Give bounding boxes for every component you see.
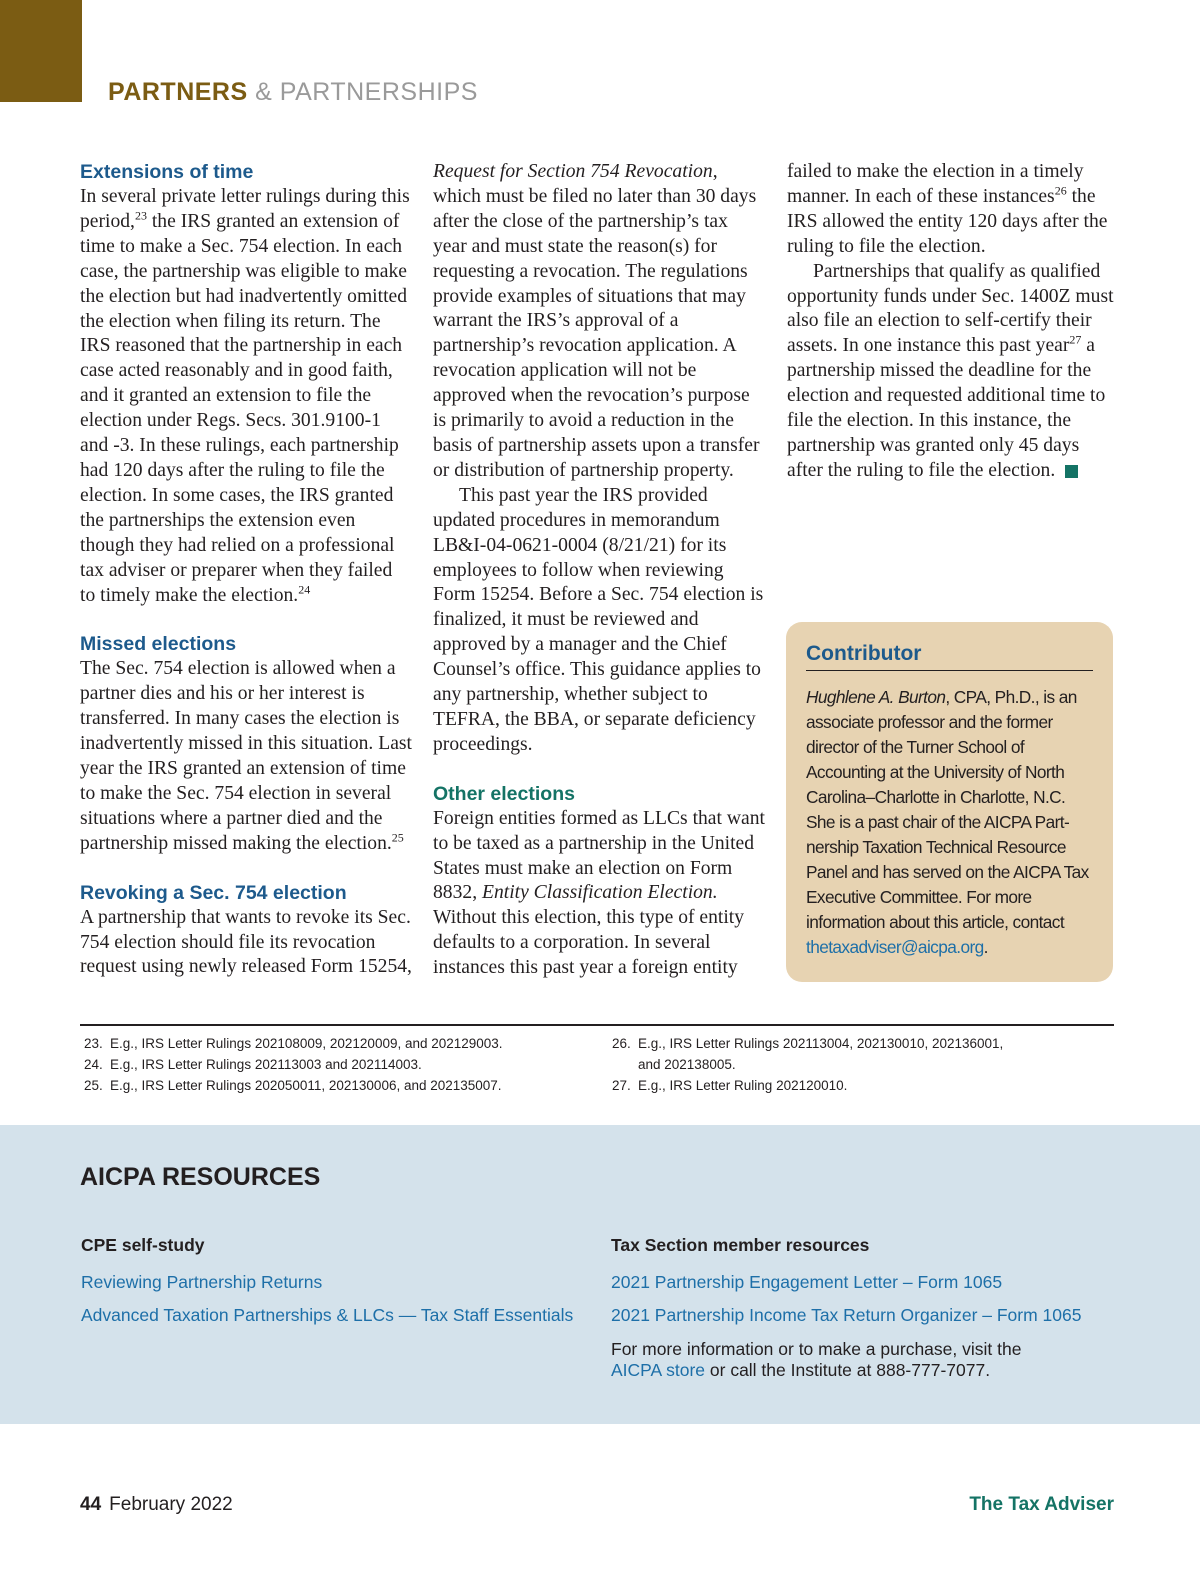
footnote-text: E.g., IRS Letter Rulings 202050011, 202130006, and 202135007. [110,1078,502,1093]
publication-name: The Tax Adviser [969,1494,1114,1515]
contributor-box [786,622,1113,982]
footnote-26-continued: and 202138005. [638,1057,736,1072]
text-run: the IRS granted an extension of time to make a Sec. 754 election. In each case, the partnership was eligible to make the election but had inadvertently omitted the election when filing its return. The IRS reasoned that the partnership in each case acted reasonably and in good faith, and it granted an extension to file the election under Regs. Secs. 301.9100-1 and -3. In these rulings, each partnership had 120 days after the ruling to file the election. In some cases, the IRS granted the partnerships the extension even though they had relied on a professional tax adviser or preparer when they failed to timely make the election. [80,210,408,606]
footnote-number: 24. [84,1057,103,1072]
issue-date: February 2022 [109,1494,233,1515]
heading-extensions-of-time: Extensions of time [80,161,254,183]
page-footer-left [80,1494,233,1516]
tax-section-heading: Tax Section member resources [611,1235,870,1255]
contributor-bio-text: , CPA, Ph.D., is an associate professor and the former director of the Turner School of Accounting at the University of North Carolina–Charlotte in Charlotte, N.C. She is a past chair of the AICPA Partnership Taxation Technical Resource Panel and has served on the AICPA Tax Executive Committee. For more information about this article, contact [806,687,1089,932]
footnote-25 [84,1075,503,1096]
heading-revoking-election: Revoking a Sec. 754 election [80,881,347,904]
tax-section-column [611,1235,1081,1381]
footnote-number: 25. [84,1078,103,1093]
purchase-info-text: or call the Institute at 888-777-7077. [705,1360,991,1380]
text-run: Foreign entities formed as LLCs that want to be taxed as a partnership in the United States must make an election on Form 8832, [433,807,765,904]
text-run: failed to make the election in a timely manner. In each of these instances [787,161,1084,207]
paragraph-qualified-opportunity [787,260,1117,484]
page-number: 44 [80,1494,102,1515]
text-run: Without this election, this type of entity defaults to a corporation. In several instances this past year a foreign entity [433,907,745,979]
section-header-light: & PARTNERSHIPS [255,78,478,106]
article-column-1 [80,160,412,980]
footnote-divider [80,1024,1114,1026]
resource-link-reviewing-partnership-returns[interactable]: Reviewing Partnership Returns [81,1272,323,1292]
section-header [108,78,478,107]
text-run: A partnership that wants to revoke its Sec. 754 election should file its revocation request using newly released Form 15254, [80,906,412,978]
paragraph-other [433,807,765,981]
footnote-27 [612,1075,1003,1096]
footnote-text: E.g., IRS Letter Ruling 202120010. [638,1078,848,1093]
footnote-number: 23. [84,1036,103,1051]
footnote-text: E.g., IRS Letter Rulings 202108009, 202120009, and 202129003. [110,1036,503,1051]
footnote-number: 26. [612,1036,631,1051]
paragraph-memorandum: This past year the IRS provided updated procedures in memorandum LB&I-04-0621-0004 (8/21/21) for its employees to follow when reviewing Form 15254. Before a Sec. 754 election is finalized, it must be reviewed and approved by a manager and the Chief Counsel’s office. This guidance applies to any partnership, whether subject to TEFRA, the BBA, or separate deficiency proceedings. [433,484,764,755]
footnote-ref-27[interactable]: 27 [1069,332,1082,347]
paragraph-revoking [80,906,412,981]
contributor-bio [806,685,1093,960]
heading-other-elections: Other elections [433,782,575,805]
text-run: the IRS allowed the entity 120 days after the ruling to file the election. [787,185,1108,257]
form-title-italic: Request for Section 754 Revocation [433,161,713,182]
footnote-ref-26[interactable]: 26 [1054,183,1067,198]
footnote-24 [84,1054,503,1075]
article-column-2 [433,160,765,981]
paragraph-extensions [80,185,412,608]
heading-missed-elections: Missed elections [80,633,237,656]
form-title-italic: Entity Classification Election. [481,882,718,904]
footnote-23 [84,1033,503,1054]
footnote-ref-25[interactable]: 25 [391,830,404,845]
cpe-self-study-column [81,1235,573,1332]
corner-color-block [0,0,82,102]
article-column-3 [787,160,1117,484]
paragraph-revoking-continued [433,160,765,484]
paragraph-missed [80,657,412,856]
purchase-info [611,1339,1081,1381]
purchase-info-text: For more information or to make a purchase, visit the [611,1339,1022,1359]
resource-link-tax-return-organizer[interactable]: 2021 Partnership Income Tax Return Organizer – Form 1065 [611,1305,1082,1325]
cpe-heading: CPE self-study [81,1235,205,1255]
resources-title: AICPA RESOURCES [80,1163,321,1191]
contributor-period: . [983,937,988,957]
aicpa-resources-panel [0,1125,1200,1424]
footnote-ref-24[interactable]: 24 [298,581,311,596]
paragraph-other-continued [787,160,1117,260]
text-run: , which must be filed no later than 30 days after the close of the partnership’s tax year and must state the reason(s) for requesting a revocation. The regulations provide examples of situations that may warrant the IRS’s approval of a partnership’s revocation application. A revocation application will not be approved when the revocation’s purpose is primarily to avoid a reduction in the basis of partnership assets upon a transfer or distribution of partnership property. [433,161,760,481]
contributor-title: Contributor [806,642,1093,671]
text-run: Partnerships that qualify as qualified opportunity funds under Sec. 1400Z must also file an election to self-certify their assets. In one instance this past year [787,260,1114,357]
text-run: In several private letter rulings during this period, [80,186,410,232]
footnote-ref-23[interactable]: 23 [134,208,147,223]
end-of-article-marker [1065,465,1078,478]
footnotes-right [612,1033,1003,1096]
resource-link-advanced-taxation[interactable]: Advanced Taxation Partnerships & LLCs — Tax Staff Essentials [81,1305,574,1325]
resource-link-engagement-letter[interactable]: 2021 Partnership Engagement Letter – Form 1065 [611,1272,1003,1292]
text-run: a partnership missed the deadline for the election and requested additional time to file the election. In this instance, the partnership was granted only 45 days after the ruling to file the election. [787,335,1106,481]
section-header-bold: PARTNERS [108,78,248,106]
text-run: The Sec. 754 election is allowed when a partner dies and his or her interest is transferred. In many cases the election is inadvertently missed in this situation. Last year the IRS granted an extension of time to make the Sec. 754 election in several situations where a partner died and the partnership missed making the election. [80,658,412,854]
footnote-26 [612,1033,1003,1054]
contributor-email-link[interactable]: thetaxadviser@aicpa.org [806,937,984,957]
contributor-name: Hughlene A. Burton [806,687,946,707]
aicpa-store-link[interactable]: AICPA store [611,1360,706,1380]
footnote-text: E.g., IRS Letter Rulings 202113004, 202130010, 202136001, [638,1036,1004,1051]
footnote-text: E.g., IRS Letter Rulings 202113003 and 202114003. [110,1057,422,1072]
footnote-number: 27. [612,1078,631,1093]
footnotes-left [84,1033,503,1096]
